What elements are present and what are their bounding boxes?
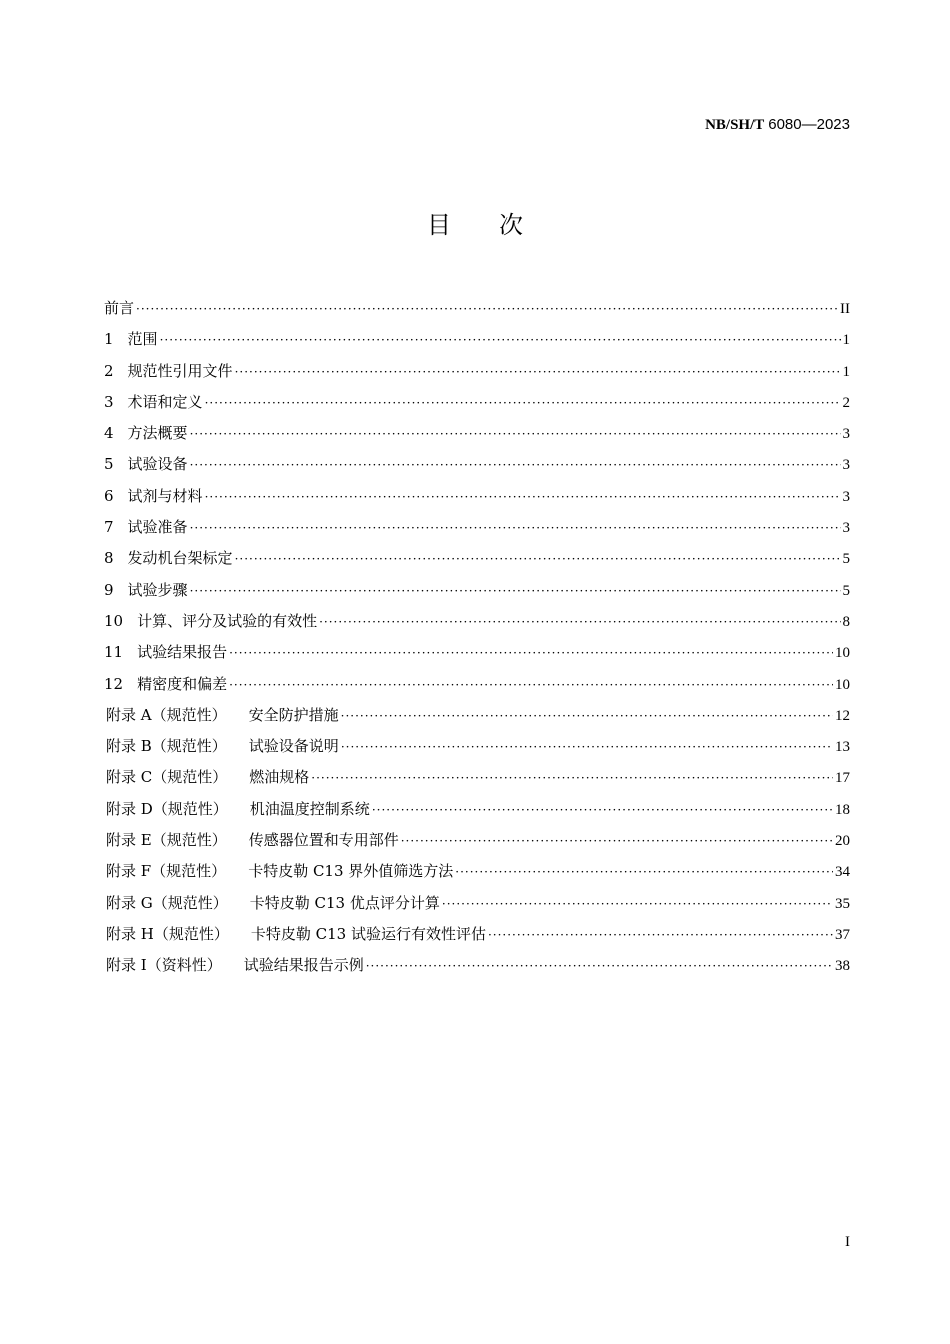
standard-number: 6080—2023 <box>768 116 850 133</box>
toc-entry-label: 前言 <box>104 299 135 317</box>
toc-entry-page: 35 <box>835 895 850 912</box>
toc-entry-page: 20 <box>835 833 850 850</box>
toc-entry-number: 7 <box>104 518 114 537</box>
toc-leader-dots <box>341 704 833 728</box>
toc-entry-number: 3 <box>104 392 114 411</box>
toc-leader-dots <box>235 547 841 571</box>
toc-leader-dots <box>205 485 841 509</box>
toc-entry-page: 1 <box>842 363 850 380</box>
toc-entry-number: 附录 D（规范性） <box>106 799 228 818</box>
toc-leader-dots <box>229 673 833 697</box>
toc-entry-page: 37 <box>835 926 850 943</box>
toc-entry-number: 1 <box>104 330 114 349</box>
toc-entry-8[interactable] <box>104 546 850 577</box>
toc-leader-dots <box>372 798 833 822</box>
toc-entry-6[interactable] <box>104 484 850 515</box>
toc-entry-label: 卡特皮勒 C13 试验运行有效性评估 <box>250 924 486 943</box>
toc-entry-label: 试验步骤 <box>127 580 188 599</box>
toc-entry-page: 3 <box>842 426 850 443</box>
toc-entry-page: 5 <box>842 582 850 599</box>
toc-entry-label: 燃油规格 <box>249 768 310 787</box>
toc-entry-annex-e[interactable] <box>104 828 850 859</box>
toc-entry-label: 卡特皮勒 C13 优点评分计算 <box>249 893 440 912</box>
toc-entry-number: 附录 F（规范性） <box>106 862 227 881</box>
toc-leader-dots <box>235 360 841 384</box>
toc-entry-number: 6 <box>104 486 114 505</box>
toc-entry-annex-b[interactable] <box>104 734 850 765</box>
toc-entry-foreword[interactable] <box>104 296 850 327</box>
toc-entry-annex-f[interactable] <box>104 859 850 890</box>
toc-leader-dots <box>341 735 833 759</box>
toc-entry-label: 试剂与材料 <box>127 486 203 505</box>
toc-entry-number: 附录 H（规范性） <box>106 924 229 943</box>
toc-entry-number: 12 <box>104 674 124 693</box>
toc-entry-label: 术语和定义 <box>127 392 203 411</box>
table-of-contents <box>104 296 850 985</box>
standard-code <box>705 114 850 135</box>
toc-entry-page: 3 <box>842 488 850 505</box>
toc-entry-page: 2 <box>842 394 850 411</box>
toc-entry-page: 5 <box>842 551 850 568</box>
toc-entry-page: 12 <box>835 707 850 724</box>
toc-entry-number: 2 <box>104 361 114 380</box>
toc-entry-3[interactable] <box>104 390 850 421</box>
toc-entry-10[interactable] <box>104 609 850 640</box>
toc-entry-12[interactable] <box>104 672 850 703</box>
toc-entry-number: 附录 I（资料性） <box>106 956 222 975</box>
toc-leader-dots <box>190 516 841 540</box>
toc-leader-dots <box>319 610 840 634</box>
toc-entry-label: 计算、评分及试验的有效性 <box>137 611 318 630</box>
toc-leader-dots <box>401 829 833 853</box>
toc-entry-label: 发动机台架标定 <box>127 549 233 568</box>
toc-leader-dots <box>311 766 833 790</box>
toc-entry-number: 8 <box>104 549 114 568</box>
toc-entry-annex-g[interactable] <box>104 891 850 922</box>
toc-entry-number: 附录 C（规范性） <box>106 768 228 787</box>
toc-entry-annex-i[interactable] <box>104 953 850 984</box>
toc-entry-number: 附录 A（规范性） <box>106 705 227 724</box>
toc-entry-4[interactable] <box>104 421 850 452</box>
toc-entry-label: 卡特皮勒 C13 界外值筛选方法 <box>248 862 454 881</box>
toc-leader-dots <box>366 954 833 978</box>
toc-leader-dots <box>488 923 833 947</box>
page-number: I <box>845 1234 850 1250</box>
toc-entry-page: 17 <box>835 770 850 787</box>
toc-entry-number: 11 <box>104 643 124 662</box>
toc-leader-dots <box>136 297 838 321</box>
toc-entry-1[interactable] <box>104 327 850 358</box>
toc-entry-page: 3 <box>842 457 850 474</box>
toc-entry-annex-c[interactable] <box>104 765 850 796</box>
toc-entry-2[interactable] <box>104 359 850 390</box>
toc-entry-label: 精密度和偏差 <box>137 674 228 693</box>
toc-entry-page: 10 <box>835 645 850 662</box>
toc-entry-label: 机油温度控制系统 <box>249 799 370 818</box>
toc-entry-label: 方法概要 <box>127 424 188 443</box>
toc-entry-label: 传感器位置和专用部件 <box>248 831 399 850</box>
toc-entry-page: 10 <box>835 676 850 693</box>
toc-entry-9[interactable] <box>104 578 850 609</box>
toc-entry-page: 38 <box>835 958 850 975</box>
toc-entry-number: 附录 B（规范性） <box>106 737 227 756</box>
toc-entry-label: 试验结果报告 <box>137 643 228 662</box>
toc-entry-label: 规范性引用文件 <box>127 361 233 380</box>
toc-entry-page: 34 <box>835 864 850 881</box>
toc-entry-number: 附录 E（规范性） <box>106 831 227 850</box>
toc-leader-dots <box>190 422 841 446</box>
toc-entry-annex-a[interactable] <box>104 703 850 734</box>
toc-leader-dots <box>190 579 841 603</box>
toc-entry-11[interactable] <box>104 640 850 671</box>
toc-entry-page: 18 <box>835 801 850 818</box>
toc-entry-number: 4 <box>104 424 114 443</box>
toc-entry-5[interactable] <box>104 452 850 483</box>
toc-leader-dots <box>455 860 833 884</box>
toc-entry-label: 试验结果报告示例 <box>243 956 364 975</box>
toc-leader-dots <box>190 453 841 477</box>
toc-entry-number: 9 <box>104 580 114 599</box>
toc-entry-page: 13 <box>835 739 850 756</box>
toc-entry-page: 3 <box>842 520 850 537</box>
toc-entry-number: 10 <box>104 611 124 630</box>
toc-entry-page: 8 <box>842 613 850 630</box>
toc-leader-dots <box>160 328 841 352</box>
toc-entry-page: II <box>840 301 850 317</box>
toc-entry-label: 试验准备 <box>127 518 188 537</box>
toc-entry-annex-d[interactable] <box>104 797 850 828</box>
toc-entry-page: 1 <box>842 332 850 349</box>
toc-entry-label: 范围 <box>127 330 158 349</box>
toc-entry-annex-h[interactable] <box>104 922 850 953</box>
toc-entry-label: 安全防护措施 <box>248 705 339 724</box>
toc-leader-dots <box>205 391 841 415</box>
toc-entry-7[interactable] <box>104 515 850 546</box>
toc-title: 目次 <box>427 211 571 239</box>
toc-leader-dots <box>229 641 833 665</box>
toc-entry-label: 试验设备说明 <box>248 737 339 756</box>
toc-entry-label: 试验设备 <box>127 455 188 474</box>
toc-leader-dots <box>442 892 833 916</box>
toc-entry-number: 附录 G（规范性） <box>106 893 228 912</box>
toc-entry-number: 5 <box>104 455 114 474</box>
standard-prefix: NB/SH/T <box>705 117 765 133</box>
